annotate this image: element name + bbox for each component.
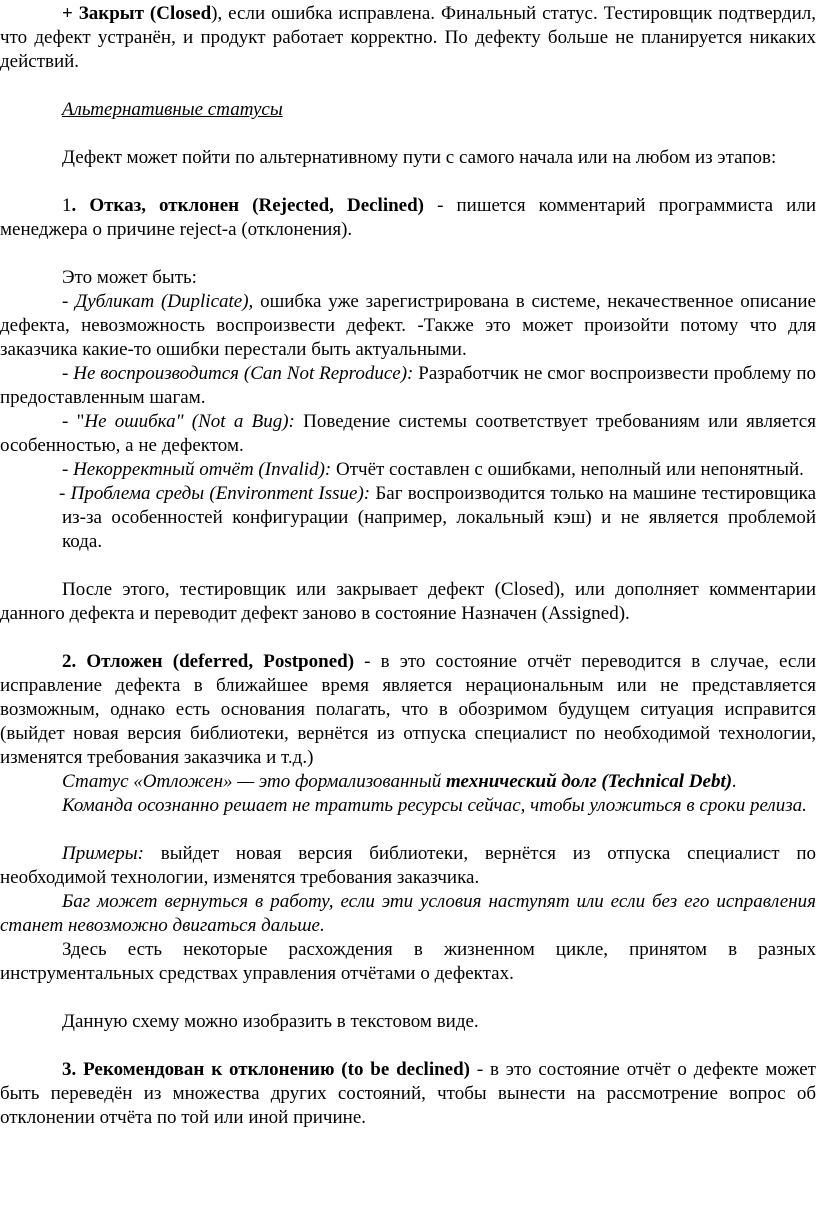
reason-text: Отчёт составлен с ошибками, неполный или непонятный. bbox=[331, 459, 804, 480]
examples-paragraph bbox=[0, 842, 816, 890]
status-post: . bbox=[732, 771, 737, 792]
reason-not-a-bug bbox=[0, 410, 816, 458]
rejected-term: . Отказ, отклонен (Rejected, Declined) bbox=[71, 195, 425, 216]
spacer bbox=[0, 626, 816, 650]
recommended-term: 3. Рекомендован к отклонению (to be declined) bbox=[62, 1059, 470, 1080]
deferred-term: 2. Отложен (deferred, Postponed) bbox=[62, 651, 355, 672]
maybe-paragraph: Это может быть: bbox=[62, 267, 197, 288]
deferred-text: - в это состояние отчёт переводится в случае, если исправление дефекта в ближайшее время является нерациональным или не представляется возможным, однако есть основания полагать, что в обозримом будущем ситуация исправится (выйдет новая версия библиотеки, вернётся из отпуска специалист по необходимой технологии, изменятся требования заказчика и т.д.) bbox=[0, 651, 816, 768]
spacer bbox=[0, 170, 816, 194]
reason-term: Не ошибка" (Not a Bug): bbox=[84, 411, 295, 432]
closed-term: Закрыт (Closed bbox=[78, 3, 212, 24]
rejected-number: 1 bbox=[62, 195, 72, 216]
alt-statuses-heading: Альтернативные статусы bbox=[62, 99, 283, 120]
closed-prefix: + bbox=[62, 3, 79, 24]
examples-label: Примеры: bbox=[62, 843, 144, 864]
deferred-paragraph bbox=[0, 650, 816, 770]
reason-dash: - bbox=[62, 291, 76, 312]
rejected-text: - пишется комментарий программиста или менеджера о причине reject-а (отклонения). bbox=[0, 195, 816, 240]
reason-text: Поведение системы соответствует требованиям или является особенностью, а не дефектом. bbox=[0, 411, 816, 456]
reason-term: Не воспроизводится (Can Not Reproduce): bbox=[73, 363, 414, 384]
reason-term: Некорректный отчёт (Invalid): bbox=[73, 459, 332, 480]
spacer bbox=[0, 1034, 816, 1058]
recommended-text: - в это состояние отчёт о дефекте может быть переведён из множества других состояний, чтобы вынести на рассмотрение вопрос об отклонении отчёта по той или иной причине. bbox=[0, 1059, 816, 1128]
reason-text: ошибка уже зарегистрирована в системе, некачественное описание дефекта, невозможность воспроизвести дефект. -Также это может произойти потому что для заказчика какие-то ошибки перестали быть актуальными. bbox=[0, 291, 816, 360]
scheme-paragraph: Данную схему можно изобразить в текстовом виде. bbox=[62, 1011, 479, 1032]
reason-dash: - bbox=[62, 363, 74, 384]
spacer bbox=[0, 818, 816, 842]
reason-invalid bbox=[0, 458, 816, 482]
spacer bbox=[0, 242, 816, 266]
reason-environment bbox=[0, 482, 816, 554]
reason-duplicate bbox=[0, 290, 816, 362]
spacer bbox=[0, 986, 816, 1010]
reason-dash: - bbox=[59, 483, 71, 504]
spacer bbox=[0, 74, 816, 98]
alt-intro-paragraph: Дефект может пойти по альтернативному пути с самого начала или на любом из этапов: bbox=[62, 147, 777, 168]
examples-text: выйдет новая версия библиотеки, вернётся из отпуска специалист по необходимой технологии, изменятся требования заказчика. bbox=[0, 843, 816, 888]
rejected-paragraph bbox=[0, 194, 816, 242]
spacer bbox=[0, 122, 816, 146]
closed-text: , если ошибка исправлена. Финальный статус. Тестировщик подтвердил, что дефект устранён, и продукт работает корректно. По дефекту больше не планируется никаких действий. bbox=[0, 3, 816, 72]
may-return-paragraph: Баг может вернуться в работу, если эти условия наступят или если без его исправления станет невозможно двигаться дальше. bbox=[0, 891, 816, 936]
alt-heading-paragraph bbox=[0, 98, 816, 122]
closed-status-paragraph bbox=[0, 2, 816, 74]
recommended-paragraph bbox=[0, 1058, 816, 1130]
after-reject-paragraph: После этого, тестировщик или закрывает дефект (Closed), или дополняет комментарии данного дефекта и переводит дефект заново в состояние Назначен (Assigned). bbox=[0, 579, 816, 624]
deferred-team-paragraph: Команда осознанно решает не тратить ресурсы сейчас, чтобы уложиться в сроки релиза. bbox=[62, 795, 807, 816]
deferred-status-line bbox=[0, 770, 816, 794]
reason-cannot-reproduce bbox=[0, 362, 816, 410]
differences-paragraph: Здесь есть некоторые расхождения в жизненном цикле, принятом в разных инструментальных средствах управления отчётами о дефектах. bbox=[0, 939, 816, 984]
reason-dash: - " bbox=[62, 411, 85, 432]
reason-text: Разработчик не смог воспроизвести проблему по предоставленным шагам. bbox=[0, 363, 816, 408]
reason-term: Проблема среды (Environment Issue): bbox=[70, 483, 371, 504]
technical-debt-term: технический долг (Technical Debt) bbox=[445, 771, 733, 792]
reason-text: Баг воспроизводится только на машине тестировщика из-за особенностей конфигурации (например, локальный кэш) и не является проблемой кода. bbox=[62, 483, 816, 552]
closed-close-paren: ) bbox=[211, 3, 218, 24]
reason-term: Дубликат (Duplicate), bbox=[75, 291, 254, 312]
spacer bbox=[0, 554, 816, 578]
status-pre: Статус «Отложен» — это формализованный bbox=[62, 771, 446, 792]
reason-dash: - bbox=[62, 459, 74, 480]
